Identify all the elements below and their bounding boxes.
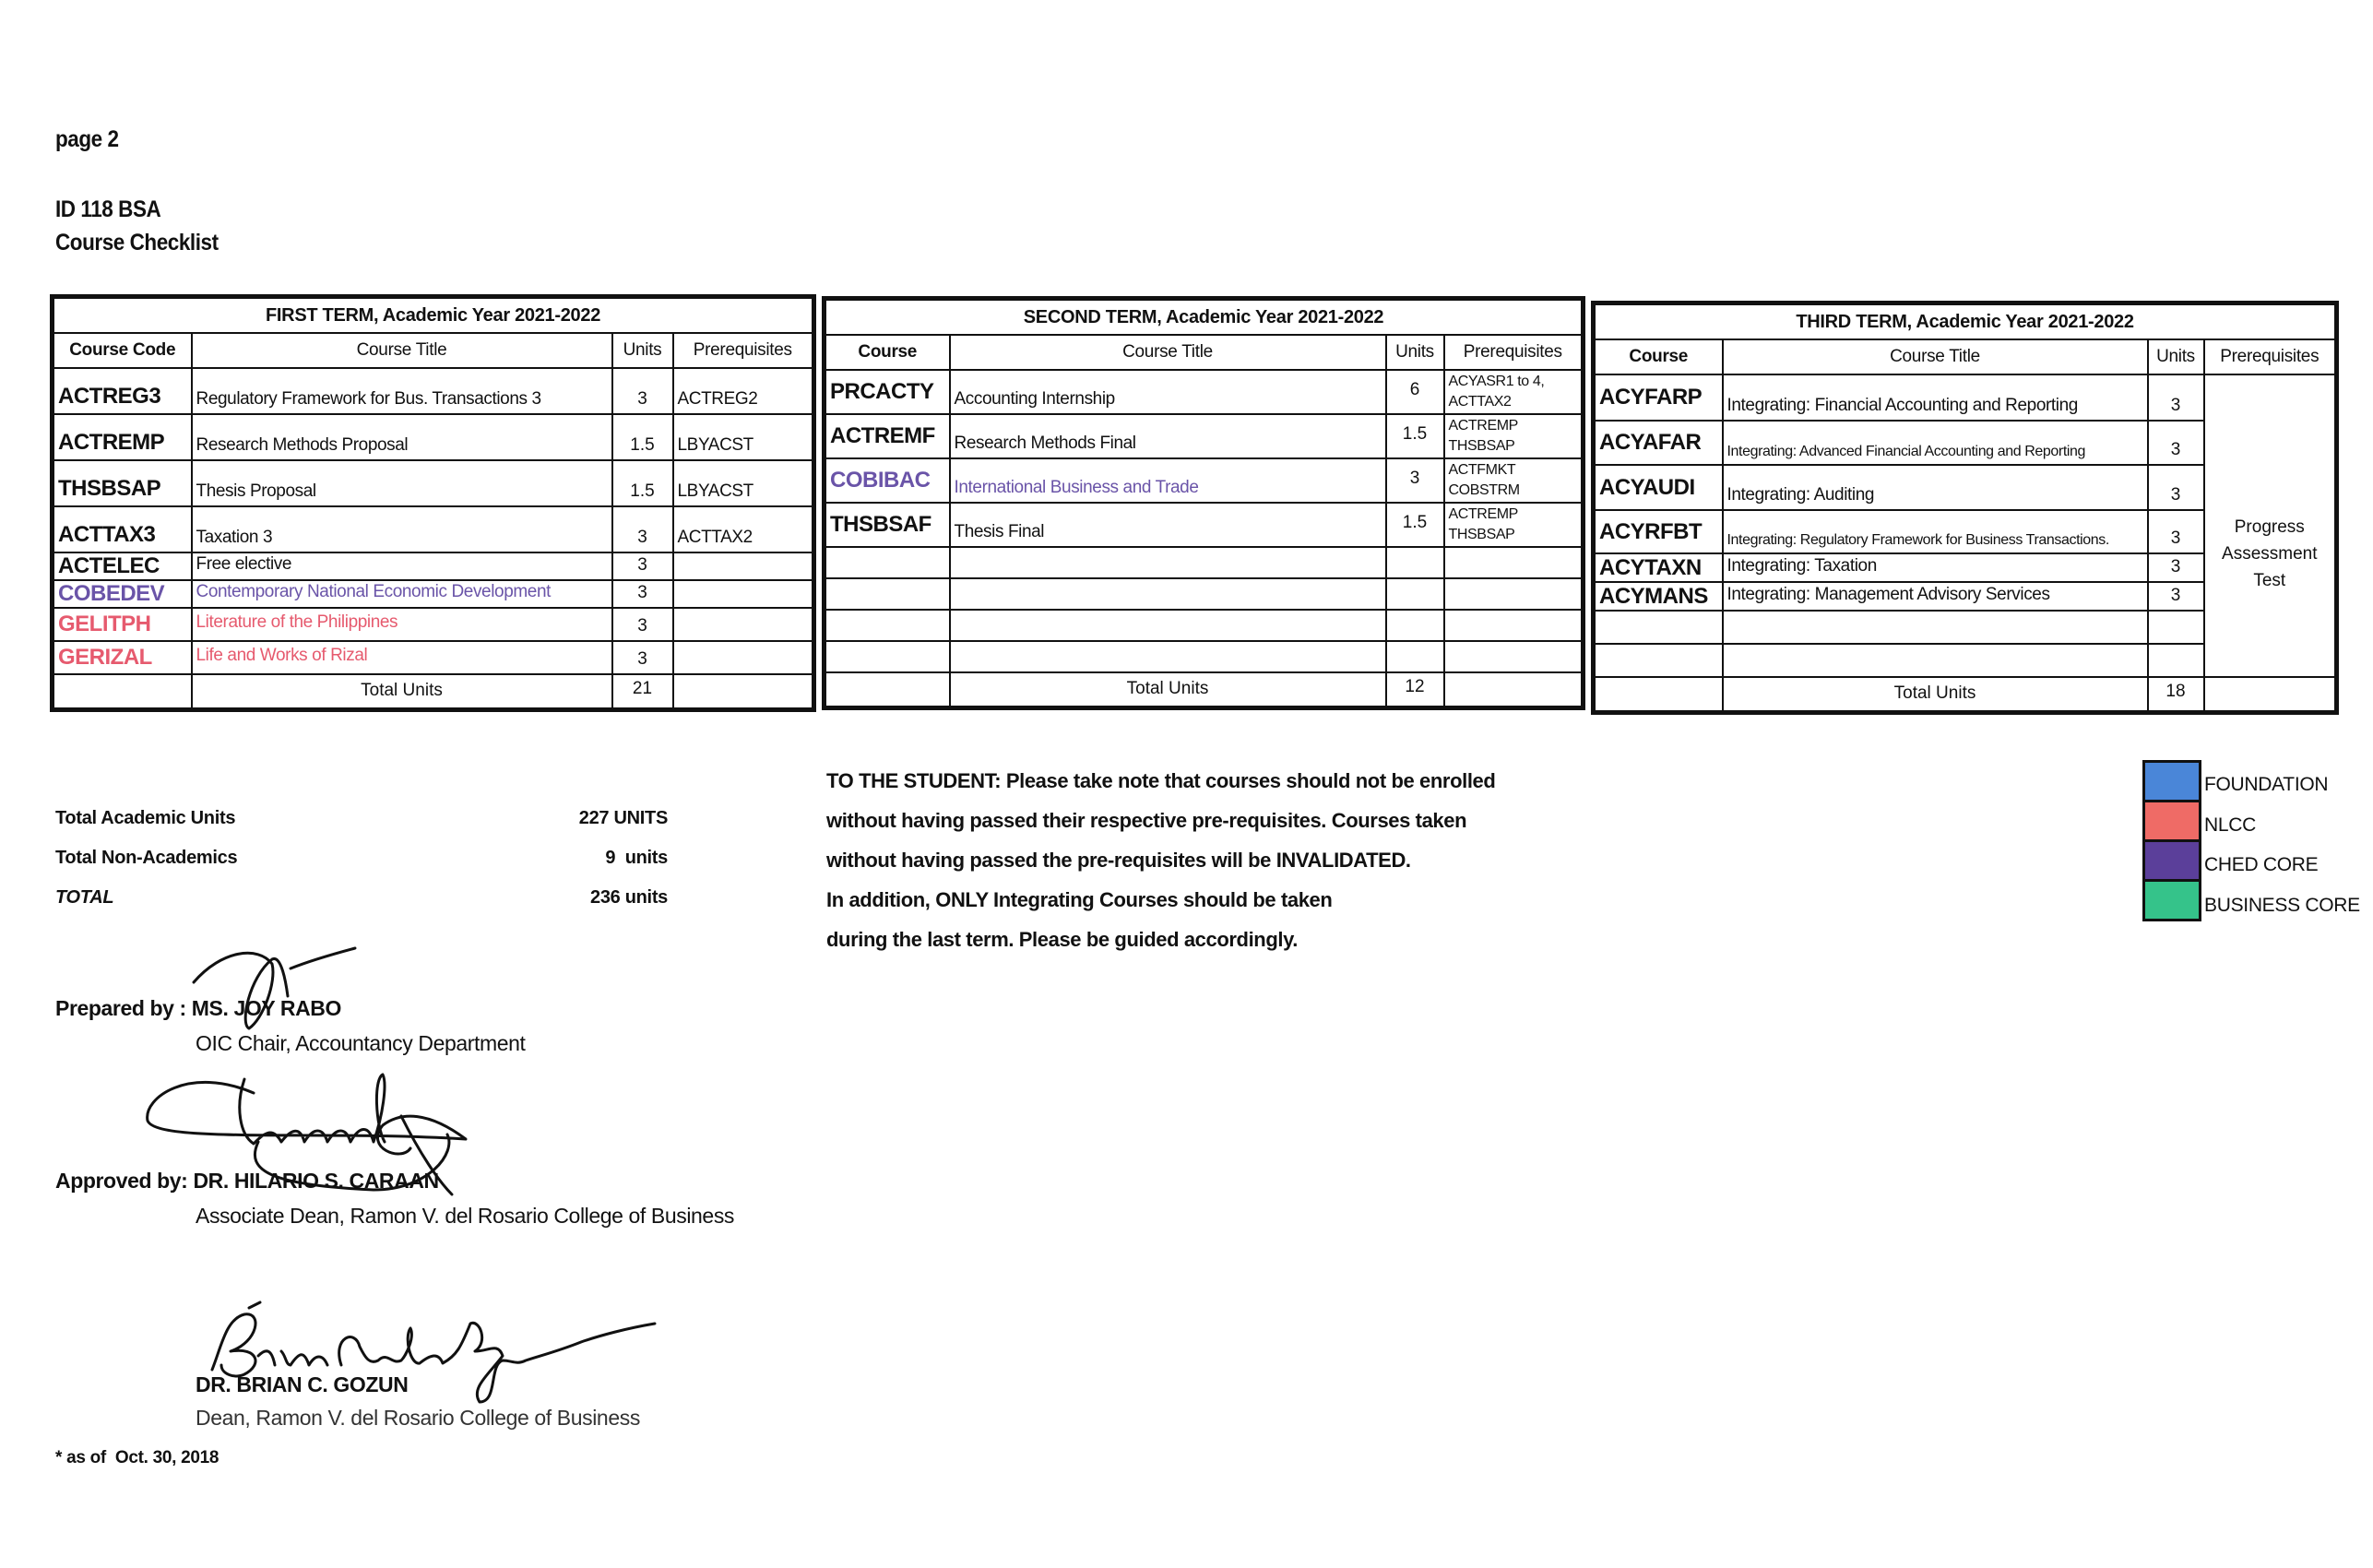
course-row — [53, 368, 814, 414]
course-title: Research Methods Final — [950, 414, 1386, 458]
progress-assessment-test-cell — [2204, 374, 2337, 677]
course-row — [53, 460, 814, 506]
course-units: 3 — [2148, 374, 2204, 421]
prerequisite-item: ACTFMKT — [1448, 462, 1516, 478]
document-title: Course Checklist — [55, 230, 219, 255]
legend-swatch-ched-core — [2145, 842, 2199, 882]
empty-cell — [1723, 644, 2148, 677]
legend-label-ched-core: CHED CORE — [2204, 854, 2319, 875]
course-title: Integrating: Auditing — [1723, 465, 2148, 510]
column-header-units: Units — [2148, 339, 2204, 374]
course-row — [53, 414, 814, 460]
course-row — [53, 608, 814, 641]
column-header-title: Course Title — [192, 333, 612, 368]
empty-cell — [1444, 547, 1584, 578]
course-prerequisite: ACTTAX2 — [673, 506, 814, 552]
column-header-code: Course Code — [53, 333, 192, 368]
empty-cell — [1723, 611, 2148, 644]
column-header-code: Course — [825, 335, 950, 370]
empty-cell — [1386, 578, 1444, 610]
course-units: 1.5 — [1386, 414, 1444, 458]
course-code: COBEDEV — [53, 580, 192, 608]
column-header-prerequisites: Prerequisites — [2204, 339, 2337, 374]
total-units-value: 18 — [2148, 677, 2204, 712]
total-spacer — [673, 674, 814, 709]
course-title: Regulatory Framework for Bus. Transactions 3 — [192, 368, 612, 414]
program-id: ID 118 BSA — [55, 196, 161, 222]
course-code: ACYAUDI — [1594, 465, 1723, 510]
empty-cell — [1386, 610, 1444, 641]
course-title: Thesis Final — [950, 503, 1386, 547]
total-spacer — [1594, 677, 1723, 712]
total-units-label: Total Units — [950, 672, 1386, 707]
legend-label-nlcc: NLCC — [2204, 814, 2256, 836]
prepared-by-name: MS. JOY RABO — [191, 996, 341, 1020]
prerequisite-item: COBSTRM — [1448, 482, 1520, 498]
course-units: 3 — [612, 368, 673, 414]
page-label: page 2 — [55, 126, 119, 152]
empty-row — [825, 547, 1584, 578]
course-units: 6 — [1386, 370, 1444, 414]
course-title: Integrating: Taxation — [1723, 553, 2148, 582]
column-header-title: Course Title — [950, 335, 1386, 370]
total-non-academic-value: 9 units — [605, 848, 668, 868]
approved-by-caption: Approved by: — [55, 1169, 188, 1193]
prerequisite-item: ACTREMP — [1448, 418, 1518, 434]
course-units: 3 — [1386, 458, 1444, 503]
legend-swatch-business-core — [2145, 882, 2199, 919]
course-title: Thesis Proposal — [192, 460, 612, 506]
course-prerequisite — [673, 552, 814, 580]
course-row — [825, 503, 1584, 547]
empty-cell — [1386, 547, 1444, 578]
course-prerequisites — [1444, 503, 1584, 547]
course-title: Integrating: Management Advisory Services — [1723, 582, 2148, 611]
column-header-prerequisites: Prerequisites — [1444, 335, 1584, 370]
empty-cell — [950, 578, 1386, 610]
empty-cell — [950, 641, 1386, 672]
empty-cell — [1386, 641, 1444, 672]
term-title: THIRD TERM, Academic Year 2021-2022 — [1594, 303, 2337, 340]
course-code: PRCACTY — [825, 370, 950, 414]
total-units-label: Total Units — [192, 674, 612, 709]
course-row — [825, 414, 1584, 458]
course-units: 3 — [612, 608, 673, 641]
note-line: In addition, ONLY Integrating Courses should be taken — [826, 888, 1333, 911]
total-spacer — [53, 674, 192, 709]
course-units: 1.5 — [612, 460, 673, 506]
course-row — [53, 506, 814, 552]
empty-cell — [825, 547, 950, 578]
prepared-by-label — [55, 996, 341, 1021]
column-header-title: Course Title — [1723, 339, 2148, 374]
course-code: ACYRFBT — [1594, 510, 1723, 553]
prerequisite-item: THSBSAP — [1448, 438, 1515, 454]
empty-row — [825, 641, 1584, 672]
course-title: Integrating: Financial Accounting and Reporting — [1723, 374, 2148, 421]
empty-cell — [950, 610, 1386, 641]
empty-cell — [950, 547, 1386, 578]
as-of-footnote: * as of Oct. 30, 2018 — [55, 1448, 220, 1467]
category-legend — [2142, 760, 2201, 921]
course-row — [825, 370, 1584, 414]
course-code: ACYMANS — [1594, 582, 1723, 611]
column-header-units: Units — [1386, 335, 1444, 370]
course-units: 3 — [2148, 465, 2204, 510]
total-non-academic-label: Total Non-Academics — [55, 848, 238, 868]
course-title: Taxation 3 — [192, 506, 612, 552]
course-code: COBIBAC — [825, 458, 950, 503]
shared-prerequisite: Progress Assessment Test — [2222, 517, 2318, 590]
note-line: during the last term. Please be guided accordingly. — [826, 928, 1298, 951]
course-title: Life and Works of Rizal — [192, 641, 612, 674]
course-title: Free elective — [192, 552, 612, 580]
course-code: ACTREMP — [53, 414, 192, 460]
legend-label-business-core: BUSINESS CORE — [2204, 895, 2360, 916]
approved-by-name: DR. HILARIO S. CARAAN — [193, 1169, 439, 1193]
first-term-table — [50, 294, 816, 712]
course-units: 1.5 — [1386, 503, 1444, 547]
empty-cell — [2148, 611, 2204, 644]
note-line: without having passed their respective pre-requisites. Courses taken — [826, 809, 1467, 832]
course-code: ACYFARP — [1594, 374, 1723, 421]
course-code: THSBSAF — [825, 503, 950, 547]
course-units: 3 — [612, 506, 673, 552]
course-units: 3 — [2148, 510, 2204, 553]
legend-label-foundation: FOUNDATION — [2204, 774, 2329, 795]
approved-by-role: Associate Dean, Ramon V. del Rosario College of Business — [196, 1204, 735, 1228]
course-row — [825, 458, 1584, 503]
course-title: Integrating: Regulatory Framework for Business Transactions. — [1723, 510, 2148, 553]
note-line: without having passed the pre-requisites will be INVALIDATED. — [826, 849, 1411, 872]
total-spacer — [1444, 672, 1584, 707]
course-title: International Business and Trade — [950, 458, 1386, 503]
course-prerequisite: ACTREG2 — [673, 368, 814, 414]
total-spacer — [825, 672, 950, 707]
course-code: ACYTAXN — [1594, 553, 1723, 582]
total-academic-label: Total Academic Units — [55, 808, 236, 828]
course-prerequisite — [673, 580, 814, 608]
second-term-table — [822, 296, 1585, 710]
prerequisite-item: ACYASR1 to 4, — [1448, 374, 1545, 389]
term-title: FIRST TERM, Academic Year 2021-2022 — [53, 297, 814, 334]
course-units: 3 — [2148, 553, 2204, 582]
course-row — [53, 552, 814, 580]
dean-role: Dean, Ramon V. del Rosario College of Business — [196, 1406, 640, 1430]
course-title: Literature of the Philippines — [192, 608, 612, 641]
empty-cell — [1594, 644, 1723, 677]
empty-row — [825, 610, 1584, 641]
term-title: SECOND TERM, Academic Year 2021-2022 — [825, 299, 1584, 336]
course-prerequisite: LBYACST — [673, 460, 814, 506]
legend-swatch-foundation — [2145, 763, 2199, 802]
course-units: 3 — [612, 580, 673, 608]
course-prerequisites — [1444, 458, 1584, 503]
prerequisite-item: THSBSAP — [1448, 527, 1515, 542]
course-code: ACTTAX3 — [53, 506, 192, 552]
course-units: 3 — [612, 641, 673, 674]
prerequisite-item: ACTTAX2 — [1448, 394, 1512, 410]
empty-cell — [1444, 610, 1584, 641]
course-code: GERIZAL — [53, 641, 192, 674]
total-units-value: 12 — [1386, 672, 1444, 707]
column-header-prerequisites: Prerequisites — [673, 333, 814, 368]
approved-by-label — [55, 1169, 439, 1194]
empty-cell — [1444, 641, 1584, 672]
grand-total-value: 236 units — [590, 887, 668, 908]
empty-cell — [825, 578, 950, 610]
prepared-by-caption: Prepared by : — [55, 996, 186, 1020]
course-row — [1594, 374, 2337, 421]
note-line: TO THE STUDENT: Please take note that courses should not be enrolled — [826, 769, 1496, 792]
total-academic-value: 227 UNITS — [578, 808, 668, 828]
empty-cell — [1444, 578, 1584, 610]
course-units: 1.5 — [612, 414, 673, 460]
empty-row — [825, 578, 1584, 610]
total-units-value: 21 — [612, 674, 673, 709]
course-title: Accounting Internship — [950, 370, 1386, 414]
course-code: GELITPH — [53, 608, 192, 641]
course-title: Contemporary National Economic Development — [192, 580, 612, 608]
course-title: Research Methods Proposal — [192, 414, 612, 460]
course-prerequisite — [673, 641, 814, 674]
total-spacer — [2204, 677, 2337, 712]
course-prerequisite: LBYACST — [673, 414, 814, 460]
course-prerequisites — [1444, 414, 1584, 458]
course-row — [53, 641, 814, 674]
course-code: ACYAFAR — [1594, 421, 1723, 465]
legend-swatch-nlcc — [2145, 802, 2199, 842]
course-prerequisites — [1444, 370, 1584, 414]
total-units-label: Total Units — [1723, 677, 2148, 712]
course-code: ACTREMF — [825, 414, 950, 458]
empty-cell — [825, 641, 950, 672]
empty-cell — [825, 610, 950, 641]
course-code: ACTREG3 — [53, 368, 192, 414]
empty-cell — [2148, 644, 2204, 677]
course-code: THSBSAP — [53, 460, 192, 506]
empty-cell — [1594, 611, 1723, 644]
course-row — [53, 580, 814, 608]
third-term-table — [1591, 301, 2339, 715]
course-units: 3 — [2148, 421, 2204, 465]
prepared-by-role: OIC Chair, Accountancy Department — [196, 1031, 526, 1055]
grand-total-label: TOTAL — [55, 887, 114, 908]
course-units: 3 — [612, 552, 673, 580]
course-units: 3 — [2148, 582, 2204, 611]
student-note — [826, 761, 1495, 959]
column-header-units: Units — [612, 333, 673, 368]
column-header-code: Course — [1594, 339, 1723, 374]
course-prerequisite — [673, 608, 814, 641]
course-code: ACTELEC — [53, 552, 192, 580]
dean-name: DR. BRIAN C. GOZUN — [196, 1372, 409, 1396]
course-title: Integrating: Advanced Financial Accounting and Reporting — [1723, 421, 2148, 465]
prerequisite-item: ACTREMP — [1448, 506, 1518, 522]
